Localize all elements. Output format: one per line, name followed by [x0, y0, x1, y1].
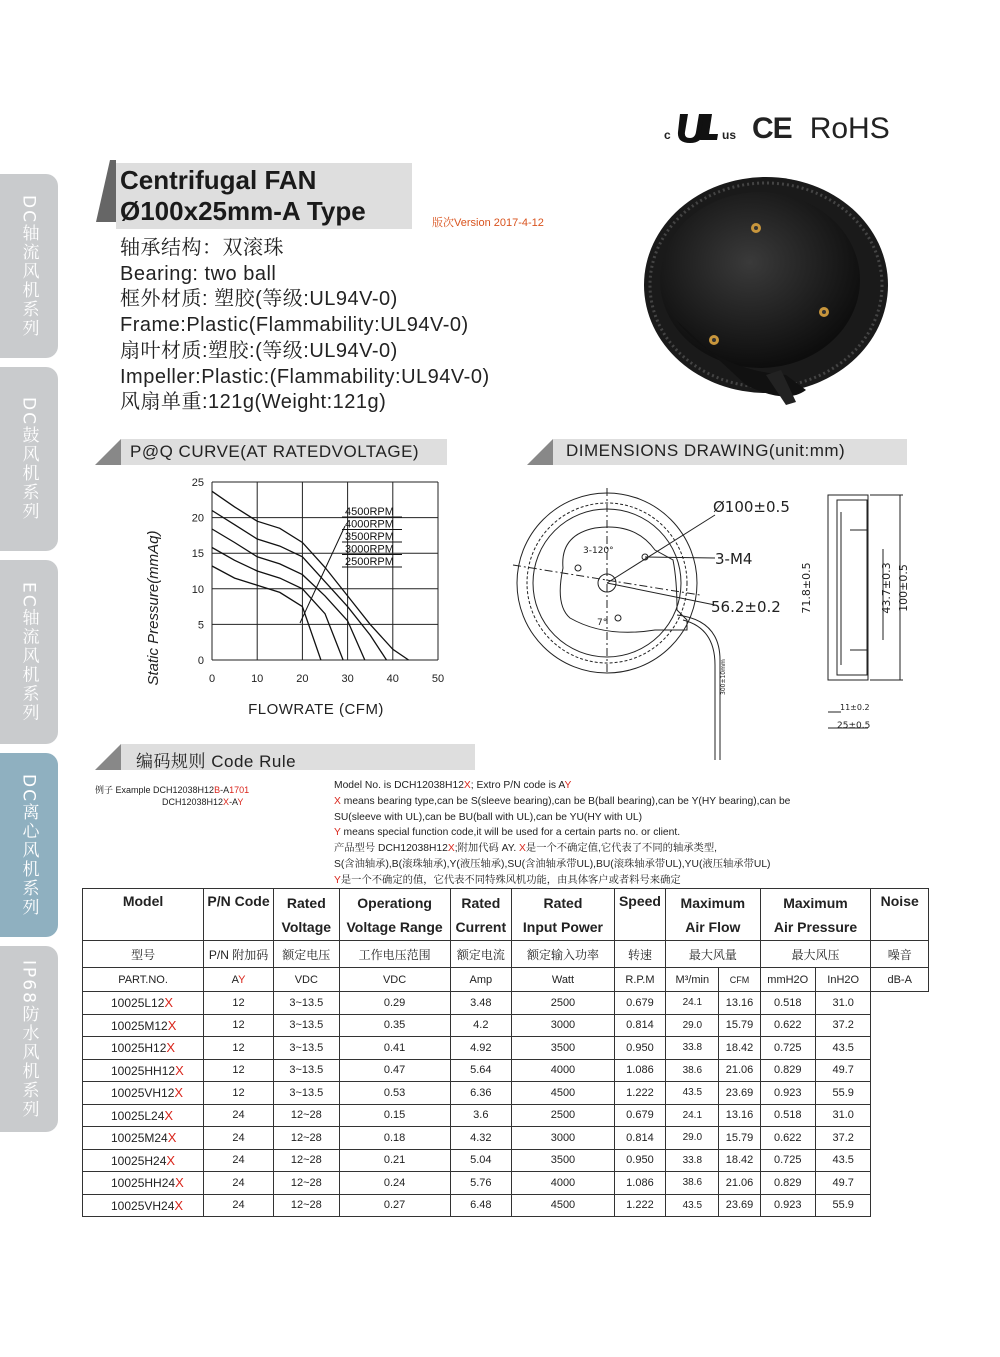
example-text: -A — [220, 785, 230, 795]
cell-amp: 0.15 — [339, 1104, 450, 1127]
ul-us-label: us — [722, 128, 737, 142]
cell-cfm: 33.8 — [666, 1149, 719, 1172]
note-line: SU(sleeve with UL),can be BU(ball with UL),can be YU(HY with UL) — [334, 811, 643, 823]
model-cell — [83, 992, 204, 1015]
cell-amp: 0.21 — [339, 1149, 450, 1172]
unit-cell: mmH2O — [760, 968, 815, 992]
header-line: Air Pressure — [773, 918, 858, 935]
model-variant-code: X — [174, 1085, 184, 1101]
chart-ticks — [192, 477, 444, 685]
model-variant-code: X — [167, 1130, 177, 1146]
example-text: -A — [229, 797, 238, 807]
cell-rpm: 3000 — [512, 1014, 615, 1037]
note-text: means bearing type,can be S(sleeve bearing),can be B(ball bearing),can be Y(HY bearing),can be — [340, 795, 791, 807]
cell-inh2o: 0.622 — [760, 1127, 815, 1150]
cell-mmh2o: 18.42 — [719, 1149, 760, 1172]
cell-amp: 0.27 — [339, 1194, 450, 1217]
dim-height-43: 43.7±0.3 — [880, 562, 893, 614]
x-tick-label: 0 — [208, 673, 216, 685]
cell-range: 12~28 — [273, 1172, 339, 1195]
unit-cell: Amp — [450, 968, 512, 992]
cell-m3: 1.086 — [614, 1059, 665, 1082]
model-number: 10025HH12 — [111, 1063, 176, 1078]
cell-amp: 0.29 — [339, 992, 450, 1015]
cn-header: 最大风压 — [760, 941, 871, 968]
cell-mmh2o: 15.79 — [719, 1127, 760, 1150]
fan-photo — [636, 170, 896, 410]
cell-cfm: 29.0 — [666, 1014, 719, 1037]
cell-v: 12 — [204, 1059, 274, 1082]
cn-header: 最大风量 — [666, 941, 760, 968]
cell-watt: 4.92 — [450, 1037, 512, 1060]
cell-range: 12~28 — [273, 1104, 339, 1127]
model-variant-code: X — [164, 995, 174, 1011]
example-line-1 — [95, 783, 249, 796]
cell-m3: 0.679 — [614, 992, 665, 1015]
pq-chart — [140, 468, 460, 728]
side-tab-ip68[interactable] — [0, 946, 58, 1132]
example-highlight: 1701 — [229, 785, 250, 795]
model-number: 10025H24 — [111, 1153, 167, 1168]
section-triangle-icon — [527, 439, 553, 465]
note-line — [334, 873, 934, 889]
cell-watt: 3.48 — [450, 992, 512, 1015]
table-row — [83, 1037, 929, 1060]
cell-v: 12 — [204, 1082, 274, 1105]
pn-code-cell — [204, 968, 274, 992]
cell-amp: 0.35 — [339, 1014, 450, 1037]
side-tab-label: DC离心风机系列 — [18, 773, 39, 917]
motor-plate — [560, 527, 687, 632]
cell-amp: 0.47 — [339, 1059, 450, 1082]
note-highlight: Y — [564, 780, 572, 791]
cn-header: 额定电压 — [273, 941, 339, 968]
spec-line: 风扇单重:121g(Weight:121g) — [120, 391, 387, 414]
side-tab-label: DC鼓风机系列 — [18, 397, 39, 521]
cell-inh2o: 0.725 — [760, 1037, 815, 1060]
spec-line: 轴承结构：双滚珠 — [120, 237, 284, 259]
cell-cfm: 38.6 — [666, 1059, 719, 1082]
cell-cfm: 24.1 — [666, 1104, 719, 1127]
note-text: 产品型号 DCH12038H12 — [334, 843, 448, 855]
spec-line: Frame:Plastic(Flammability:UL94V-0) — [120, 314, 469, 337]
y-tick-label: 10 — [191, 583, 204, 596]
x-tick-label: 10 — [251, 673, 264, 685]
cell-db: 43.5 — [815, 1149, 870, 1172]
table-row — [83, 1104, 929, 1127]
dim-height-100: 100±0.5 — [897, 564, 910, 612]
header-row — [83, 889, 929, 941]
cn-header: 工作电压范围 — [339, 941, 450, 968]
dims-section-title: DIMENSIONS DRAWING(unit:mm) — [566, 441, 846, 460]
cell-v: 12 — [204, 1014, 274, 1037]
model-variant-code: X — [174, 1197, 184, 1213]
cell-m3: 0.814 — [614, 1014, 665, 1037]
cell-range: 3~13.5 — [273, 1059, 339, 1082]
cell-inh2o: 0.829 — [760, 1172, 815, 1195]
cell-range: 12~28 — [273, 1127, 339, 1150]
cell-inh2o: 0.518 — [760, 992, 815, 1015]
cell-mmh2o: 15.79 — [719, 1014, 760, 1037]
header-air-pressure — [760, 889, 871, 941]
dimensions-drawing — [505, 470, 925, 770]
cell-watt: 6.48 — [450, 1194, 512, 1217]
table-row — [83, 1014, 929, 1037]
section-triangle-icon — [95, 744, 121, 770]
model-number: 10025L24 — [111, 1108, 165, 1123]
model-number: 10025M24 — [111, 1131, 168, 1146]
cell-mmh2o: 13.16 — [719, 992, 760, 1015]
spec-table — [82, 888, 929, 1217]
model-cell — [83, 1149, 204, 1172]
cell-db: 43.5 — [815, 1037, 870, 1060]
cell-v: 24 — [204, 1194, 274, 1217]
table-row — [83, 1149, 929, 1172]
cell-range: 3~13.5 — [273, 992, 339, 1015]
model-number: 10025M12 — [111, 1018, 168, 1033]
cell-inh2o: 0.829 — [760, 1059, 815, 1082]
side-tab-dc-axial[interactable] — [0, 174, 58, 358]
cell-m3: 0.950 — [614, 1037, 665, 1060]
legend-leader-line — [300, 526, 345, 623]
cell-inh2o: 0.923 — [760, 1194, 815, 1217]
side-tab-label: IP68防水风机系列 — [18, 959, 39, 1119]
rohs-mark: RoHS — [809, 112, 890, 145]
example-line-2 — [162, 797, 243, 807]
cell-v: 24 — [204, 1172, 274, 1195]
unit-cell: R.P.M — [614, 968, 665, 992]
cell-amp: 0.24 — [339, 1172, 450, 1195]
cell-v: 12 — [204, 992, 274, 1015]
header-air-flow — [666, 889, 760, 941]
cell-cfm: 33.8 — [666, 1037, 719, 1060]
note-highlight: X — [334, 795, 341, 807]
side-tab-dc-blower[interactable] — [0, 367, 58, 551]
cell-cfm: 43.5 — [666, 1194, 719, 1217]
cell-inh2o: 0.725 — [760, 1149, 815, 1172]
cell-m3: 0.814 — [614, 1127, 665, 1150]
cn-header-row — [83, 941, 929, 968]
table-row — [83, 1127, 929, 1150]
y-axis-label: Static Pressure(mmAq) — [145, 530, 162, 686]
example-highlight: X — [223, 797, 230, 807]
x-tick-label: 20 — [296, 673, 309, 685]
example-text: 例子 Example DCH12038H12 — [95, 785, 215, 795]
cell-range: 3~13.5 — [273, 1082, 339, 1105]
cell-mmh2o: 21.06 — [719, 1172, 760, 1195]
example-highlight: Y — [237, 797, 244, 807]
ce-mark: CE — [752, 112, 792, 145]
model-cell — [83, 1082, 204, 1105]
note-text: 是一个不确定的值，它代表不同特殊风机功能，由具体客户或者料号来确定 — [340, 874, 681, 886]
cn-header: 额定输入功率 — [512, 941, 615, 968]
cell-amp: 0.18 — [339, 1127, 450, 1150]
table-row — [83, 1082, 929, 1105]
certifications — [664, 108, 890, 144]
cn-header: 型号 — [83, 941, 204, 968]
y-tick-label: 0 — [197, 655, 204, 667]
version-label: 版次Version 2017-4-12 — [432, 217, 544, 229]
side-tab-label: EC轴流风机系列 — [18, 581, 39, 723]
dim-angle-7: 7° — [597, 618, 608, 628]
cell-inh2o: 0.518 — [760, 1104, 815, 1127]
note-highlight: X — [519, 843, 526, 855]
spec-line: Impeller:Plastic:(Flammability:UL94V-0) — [120, 365, 490, 388]
table-row — [83, 1172, 929, 1195]
cell-db: 49.7 — [815, 1059, 870, 1082]
cell-rpm: 4000 — [512, 1172, 615, 1195]
table-row — [83, 992, 929, 1015]
cn-header: 噪音 — [871, 941, 929, 968]
legend-label: 3500RPM — [345, 531, 394, 543]
cell-m3: 1.086 — [614, 1172, 665, 1195]
header-rated-voltage — [273, 889, 339, 941]
series-line-3500rpm — [212, 529, 365, 660]
cell-cfm: 24.1 — [666, 992, 719, 1015]
note-text: means special function code,it will be used for a certain parts no. or client. — [340, 827, 681, 839]
header-input-power — [512, 889, 615, 941]
cell-db: 31.0 — [815, 992, 870, 1015]
cell-cfm: 43.5 — [666, 1082, 719, 1105]
product-subtitle: Ø100x25mm-A Type — [120, 196, 366, 226]
legend-label: 2500RPM — [345, 556, 394, 568]
header-line: Air Flow — [685, 918, 741, 935]
cell-range: 3~13.5 — [273, 1014, 339, 1037]
cell-rpm: 4000 — [512, 1059, 615, 1082]
cell-watt: 5.64 — [450, 1059, 512, 1082]
dim-width-11: 11±0.2 — [840, 703, 870, 712]
side-tab-ec-axial[interactable] — [0, 560, 58, 744]
header-line: Voltage — [281, 918, 332, 935]
dim-wire-length: 300±10mm — [720, 659, 727, 695]
cell-rpm: 4500 — [512, 1082, 615, 1105]
legend-label: 3000RPM — [345, 543, 394, 556]
model-number: 10025VH24 — [111, 1198, 175, 1213]
table-body — [83, 992, 929, 1217]
spec-list — [120, 236, 490, 416]
cell-db: 55.9 — [815, 1194, 870, 1217]
header-voltage-range — [339, 889, 450, 941]
unit-cell: InH2O — [815, 968, 870, 992]
dim-screw: 3-M4 — [715, 550, 753, 568]
cn-header: 转速 — [614, 941, 665, 968]
y-tick-label: 25 — [191, 477, 204, 489]
cell-v: 24 — [204, 1127, 274, 1150]
header-line: Maximum — [783, 894, 848, 911]
cell-rpm: 2500 — [512, 1104, 615, 1127]
header-pn-code: P/N Code — [204, 889, 274, 941]
pn-code-y: Y — [238, 973, 246, 986]
header-noise: Noise — [871, 889, 929, 941]
note-text: Model No. is DCH12038H12 — [334, 780, 464, 791]
cell-watt: 5.04 — [450, 1149, 512, 1172]
unit-cell: CFM — [719, 968, 760, 992]
x-tick-label: 50 — [431, 673, 445, 685]
series-line-3000rpm — [212, 548, 343, 661]
cell-mmh2o: 18.42 — [719, 1037, 760, 1060]
model-cell — [83, 1194, 204, 1217]
cell-m3: 0.950 — [614, 1149, 665, 1172]
cell-m3: 1.222 — [614, 1194, 665, 1217]
model-number: 10025H12 — [111, 1041, 167, 1056]
cell-rpm: 3500 — [512, 1149, 615, 1172]
header-line: Input Power — [522, 918, 604, 935]
example-text: DCH12038H12 — [162, 797, 224, 807]
note-highlight: Y — [334, 827, 341, 839]
cell-range: 12~28 — [273, 1149, 339, 1172]
pn-code-a: A — [231, 973, 239, 986]
cell-amp: 0.53 — [339, 1082, 450, 1105]
model-cell — [83, 1037, 204, 1060]
cell-rpm: 3000 — [512, 1127, 615, 1150]
unit-cell: M³/min — [666, 968, 719, 992]
model-number: 10025HH24 — [111, 1176, 176, 1191]
unit-cell: VDC — [339, 968, 450, 992]
unit-cell: PART.NO. — [83, 968, 204, 992]
note-highlight: X — [463, 780, 471, 791]
model-cell — [83, 1127, 204, 1150]
cell-cfm: 38.6 — [666, 1172, 719, 1195]
dim-diameter: Ø100±0.5 — [713, 498, 790, 516]
y-tick-label: 5 — [197, 619, 204, 632]
cn-header: P/N 附加码 — [204, 941, 274, 968]
note-line — [334, 778, 934, 794]
model-cell — [83, 1172, 204, 1195]
cell-rpm: 4500 — [512, 1194, 615, 1217]
table-row — [83, 1194, 929, 1217]
cell-inh2o: 0.923 — [760, 1082, 815, 1105]
x-tick-label: 30 — [341, 673, 354, 685]
header-line: Maximum — [680, 894, 746, 911]
header-line: Rated — [543, 894, 583, 911]
cell-cfm: 29.0 — [666, 1127, 719, 1150]
unit-row — [83, 968, 929, 992]
cell-m3: 0.679 — [614, 1104, 665, 1127]
header-line: Operationg — [357, 894, 432, 911]
unit-cell: dB-A — [871, 968, 929, 992]
model-number: 10025L12 — [111, 996, 165, 1011]
chart-grid — [212, 482, 438, 660]
cell-inh2o: 0.622 — [760, 1014, 815, 1037]
cell-v: 24 — [204, 1149, 274, 1172]
dim-angle-120: 3-120° — [583, 546, 614, 556]
example-highlight: B — [214, 785, 221, 795]
cell-db: 37.2 — [815, 1014, 870, 1037]
ul-logo-icon — [674, 110, 720, 144]
note-line — [334, 794, 934, 810]
cell-rpm: 2500 — [512, 992, 615, 1015]
spec-line: Bearing: two ball — [120, 262, 277, 285]
model-variant-code: X — [175, 1062, 184, 1078]
model-cell — [83, 1059, 204, 1082]
header-line: Current — [455, 918, 507, 935]
dim-hole-circle: 56.2±0.2 — [711, 598, 781, 616]
note-highlight: Y — [334, 874, 341, 886]
cell-m3: 1.222 — [614, 1082, 665, 1105]
header-line: Rated — [461, 894, 501, 911]
title-decoration-icon — [96, 160, 116, 222]
model-variant-code: X — [166, 1040, 176, 1056]
cell-range: 3~13.5 — [273, 1037, 339, 1060]
legend-label: 4500RPM — [345, 506, 394, 518]
header-speed: Speed — [614, 889, 665, 941]
cell-db: 55.9 — [815, 1082, 870, 1105]
cell-mmh2o: 21.06 — [719, 1059, 760, 1082]
note-line — [334, 825, 934, 841]
code-section-title: 编码规则 Code Rule — [136, 752, 297, 771]
header-rated-current — [450, 889, 512, 941]
note-highlight: X — [447, 843, 455, 855]
model-cell — [83, 1104, 204, 1127]
cell-amp: 0.41 — [339, 1037, 450, 1060]
side-tab-label: DC轴流风机系列 — [18, 194, 39, 338]
spec-line: 扇叶材质:塑胶:(等级:UL94V-0) — [120, 339, 398, 362]
note-text: 是一个不确定值,它代表了不同的轴承类型, — [525, 843, 717, 855]
model-cell — [83, 1014, 204, 1037]
cn-header: 额定电流 — [450, 941, 512, 968]
cell-rpm: 3500 — [512, 1037, 615, 1060]
cell-range: 12~28 — [273, 1194, 339, 1217]
x-tick-label: 40 — [386, 673, 399, 685]
code-rule-notes — [334, 778, 934, 889]
cell-watt: 4.32 — [450, 1127, 512, 1150]
ul-c-label: c — [664, 128, 671, 142]
y-tick-label: 15 — [191, 548, 204, 561]
cell-db: 37.2 — [815, 1127, 870, 1150]
cell-mmh2o: 23.69 — [719, 1194, 760, 1217]
cell-mmh2o: 23.69 — [719, 1082, 760, 1105]
cell-watt: 3.6 — [450, 1104, 512, 1127]
pq-section-title: P@Q CURVE(AT RATEDVOLTAGE) — [130, 442, 420, 461]
note-text: ;附加代码 AY. — [454, 843, 520, 855]
table-row — [83, 1059, 929, 1082]
cell-watt: 6.36 — [450, 1082, 512, 1105]
model-variant-code: X — [167, 1017, 177, 1033]
cell-v: 24 — [204, 1104, 274, 1127]
model-variant-code: X — [166, 1152, 176, 1168]
section-triangle-icon — [95, 439, 121, 465]
dim-width-25: 25±0.5 — [837, 721, 871, 731]
note-text: ; Extro P/N code is A — [470, 780, 565, 791]
note-line: S(含油轴承),B(滚珠轴承),Y(液压轴承),SU(含油轴承带UL),BU(滚珠轴承带UL),YU(液压轴承带UL) — [334, 858, 771, 870]
y-tick-label: 20 — [191, 512, 204, 525]
model-number: 10025VH12 — [111, 1086, 175, 1101]
x-axis-label: FLOWRATE (CFM) — [248, 701, 384, 718]
cell-watt: 4.2 — [450, 1014, 512, 1037]
spec-line: 框外材质: 塑胶(等级:UL94V-0) — [120, 288, 398, 311]
chart-legend — [300, 506, 402, 623]
model-variant-code: X — [164, 1107, 174, 1123]
product-title: Centrifugal FAN — [120, 165, 317, 195]
note-line — [334, 841, 934, 857]
cell-db: 31.0 — [815, 1104, 870, 1127]
cell-mmh2o: 13.16 — [719, 1104, 760, 1127]
header-line: Rated — [286, 894, 326, 911]
ul-mark — [664, 110, 742, 144]
unit-cell: VDC — [273, 968, 339, 992]
cell-db: 49.7 — [815, 1172, 870, 1195]
cell-v: 12 — [204, 1037, 274, 1060]
unit-cell: Watt — [512, 968, 615, 992]
dim-height-71: 71.8±0.5 — [800, 562, 813, 614]
model-variant-code: X — [175, 1175, 184, 1191]
header-model: Model — [83, 889, 204, 941]
side-tab-dc-centrifugal[interactable] — [0, 753, 58, 937]
header-line: Voltage Range — [346, 918, 443, 935]
cell-watt: 5.76 — [450, 1172, 512, 1195]
legend-label: 4000RPM — [345, 518, 394, 531]
